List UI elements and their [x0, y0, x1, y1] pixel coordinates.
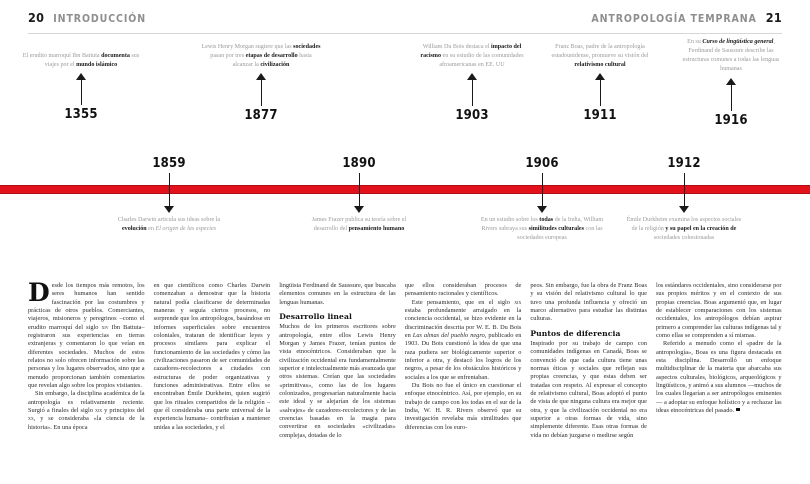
timeline-event-1877 [200, 43, 322, 123]
paragraph: Referido a menudo como el «padre de la antropología», Boas es una figura destacada en esta disciplina. Desarrolló un enfoque multidisciplinar de la materia que abarcaba sus aspectos culturales, biológicos, arqueológicos y lingüísticos, y animó a sus alumnos —muchos de los cuales llegarían a ser antropólogos eminentes— a adoptar su enfoque holístico y a rechazar las ideas etnocéntricas del pasado. [655, 340, 782, 414]
timeline-event-blurb: Émile Durkheim examina los aspectos sociales de la religión y su papel en la creación de sociedades cohesionadas [626, 217, 742, 242]
paragraph: Sin embargo, la disciplina académica de la antropología es relativamente reciente. Surgió a finales del siglo xix y principios del xx, y se consideraba «la ciencia de la historia». En una época [28, 390, 145, 431]
body-column-5 [530, 282, 656, 478]
timeline-event-blurb: En un estudio sobre los todas de la India, William Rivers subraya sus similitudes culturales con las sociedades europeas [480, 217, 604, 242]
body-column-6 [656, 282, 782, 478]
timeline-event-blurb: Franz Boas, padre de la antropología estadounidense, promueve su visión del relativismo cultural [551, 44, 649, 69]
timeline-event-year: 1906 [525, 156, 559, 171]
timeline-event-1355 [22, 52, 140, 122]
paragraph: peos. Sin embargo, fue la obra de Franz Boas y su visión del relativismo cultural lo que tuvo una profunda influencia y ofreció un marco alternativo para estudiar las distintas culturas. [530, 282, 647, 323]
timeline-event-blurb: Lewis Henry Morgan sugiere que las sociedades pasan por tres etapas de desarrollo hasta alcanzar la civilización [201, 44, 321, 69]
timeline-event-year: 1903 [455, 108, 489, 124]
timeline-event-year: 1877 [244, 108, 278, 124]
body-column-1 [28, 278, 154, 478]
arrow-up-icon [595, 73, 606, 106]
arrow-up-icon [76, 73, 87, 105]
paragraph: Inspirado por su trabajo de campo con comunidades indígenas en Canadá, Boas se convenció de que cada cultura tiene unas normas éticas y sociales que reflejan sus propias creencias, y que estas deben ser tratadas con respeto. Al expresar el concepto de relativismo cultural, Boas adoptó el punto de vista de que ninguna cultura era mejor que otra, y que la civilización occidental no era superior a otras formas de vida, sino simplemente diferente. Esas otras formas de vida no debían juzgarse o medirse según [530, 340, 647, 439]
arrow-up-icon [256, 73, 267, 106]
page-number-left: 20 [28, 10, 45, 25]
drop-cap: D [28, 278, 50, 307]
timeline-event-blurb: El erudito marroquí Ibn Battuta documenta sus viajes por el mundo islámico [22, 53, 140, 69]
arrow-down-icon [679, 173, 690, 213]
end-of-article-mark [736, 408, 739, 411]
body-column-2 [154, 282, 280, 478]
running-head-left [28, 10, 146, 25]
paragraph: Du Bois no fue el único en cuestionar el enfoque etnocéntrico. Así, por ejemplo, en su trabajo de campo con los todas en el sur de la India, W. H. R. Rivers observó que su investigación revelaba más similitudes que diferencias con los euro- [404, 381, 522, 431]
timeline-event-blurb: James Frazer publica su teoría sobre el desarrollo del pensamiento humano [311, 217, 407, 233]
running-head-right [591, 10, 782, 25]
running-head [28, 10, 782, 34]
paragraph: lingüista Ferdinand de Saussure, que buscaba elementos comunes en la estructura de las lenguas humanas. [279, 282, 396, 306]
paragraph: en que científicos como Charles Darwin comenzaban a demostrar que la historia natural podía clasificarse de determinadas maneras y seguía ciertos procesos, no sorprende que los antropólogos, basándose en informes superficiales sobre encuentros coloniales, trataran de identificar leyes y procesos similares para explicar el funcionamiento de las sociedades y cómo las civilizaciones pasaron de ser comunidades de cazadores-recolectores a ciudades con estructuras de poder organizativas y funciones administrativas. Entre ellos se encontraban Émile Durkheim, quien sugirió que los rituales compartidos de la religión –que él consideraba una parte universal de la experiencia humana– contribuían a mantener unidas a las sociedades, y el [153, 282, 271, 431]
timeline-event-year: 1916 [714, 112, 748, 128]
paragraph: Este pensamiento, que en el siglo xix estaba profundamente arraigado en la conciencia occidental, se hizo evidente en la discriminación descrita por W. E. B. Du Bois en Las almas del pueblo negro, publicado en 1903. Du Bois cuestionó la idea de que una raza pudiera ser biológicamente superior o inferior a otra, y destacó los logros de los negros, a pesar de los obstáculos históricos y sociales a los que se enfrentaban. [404, 298, 522, 381]
page-number-right: 21 [765, 10, 782, 25]
timeline-event-blurb: Charles Darwin articula sus ideas sobre la evolución en El origen de las especies [117, 217, 221, 233]
timeline-event-year: 1911 [583, 108, 617, 124]
arrow-down-icon [354, 173, 365, 213]
timeline-event-blurb: William Du Bois destaca el impacto del racismo en su estudio de las comunidades afroamericanas en EE. UU [420, 44, 524, 69]
arrow-down-icon [537, 173, 548, 213]
body-column-4 [405, 282, 531, 478]
arrow-up-icon [467, 73, 478, 106]
timeline-event-1911 [548, 43, 652, 123]
paragraph: Desde los tiempos más remotos, los seres humanos han sentido fascinación por las costumbres y prácticas de otros pueblos. Comerciantes, viajeros, misioneros y peregrinos –como el erudito marroquí del siglo xiv Ibn Battuta– registraron sus experiencias en tierras extranjeras y comentaron lo que veían en diferentes sociedades. Muchos de estos relatos no solo ofrecen información sobre las personas y los lugares observados, sino que a menudo proporcionan también comentarios que revelan algo sobre los propios visitantes. [28, 278, 145, 389]
subheading-desarrollo-lineal: Desarrollo lineal [279, 311, 352, 321]
timeline-event-1916 [675, 38, 787, 128]
timeline [0, 38, 810, 268]
timeline-event-1906 [478, 156, 606, 243]
timeline-event-year: 1859 [152, 156, 186, 171]
subheading-puntos-de-diferencia: Puntos de diferencia [530, 328, 621, 338]
timeline-event-year: 1355 [64, 107, 98, 123]
body-columns [28, 278, 782, 478]
timeline-event-year: 1890 [342, 156, 376, 171]
body-column-3 [279, 282, 405, 478]
arrow-up-icon [726, 78, 737, 111]
section-title-right: ANTROPOLOGÍA TEMPRANA [591, 13, 757, 25]
paragraph: los estándares occidentales, sino considerarse por sus propios méritos y en el contexto de sus propias creencias. Boas argumentó que, en lugar de establecer comparaciones con los sistemas occidentales, los antropólogos debían aspirar primero a comprender las culturas indígenas tal y como ellas se comprenden a sí mismas. [655, 282, 782, 339]
timeline-event-1890 [300, 156, 418, 234]
timeline-event-1912 [624, 156, 744, 243]
paragraph: que ellos consideraban procesos de pensamiento racionales y científicos. [404, 282, 522, 298]
paragraph: Muchos de los primeros escritores sobre antropología, entre ellos Lewis Henry Morgan y James Frazer, tenían puntos de vista etnocéntricos. Consideraban que la civilización occidental era fundamentalmente superior e intelectualmente más avanzada que otros sistemas. Creían que las sociedades «primitivas», como las de los lugares colonizados, progresarían naturalmente hacia este ideal y se alejarían de los sistemas «salvajes» de cazadores-recolectores y de las creencias basadas en la magia para convertirse en sociedades «civilizadas» complejas, dotadas de lo [279, 323, 396, 439]
timeline-event-1903 [413, 43, 531, 123]
timeline-event-1859 [110, 156, 228, 234]
section-title-left: INTRODUCCIÓN [53, 13, 147, 25]
arrow-down-icon [164, 173, 175, 213]
timeline-event-year: 1912 [667, 156, 701, 171]
timeline-event-blurb: En su Curso de lingüística general, Ferdinand de Saussure describe las estructuras comunes a todas las lenguas humanas [682, 39, 780, 73]
